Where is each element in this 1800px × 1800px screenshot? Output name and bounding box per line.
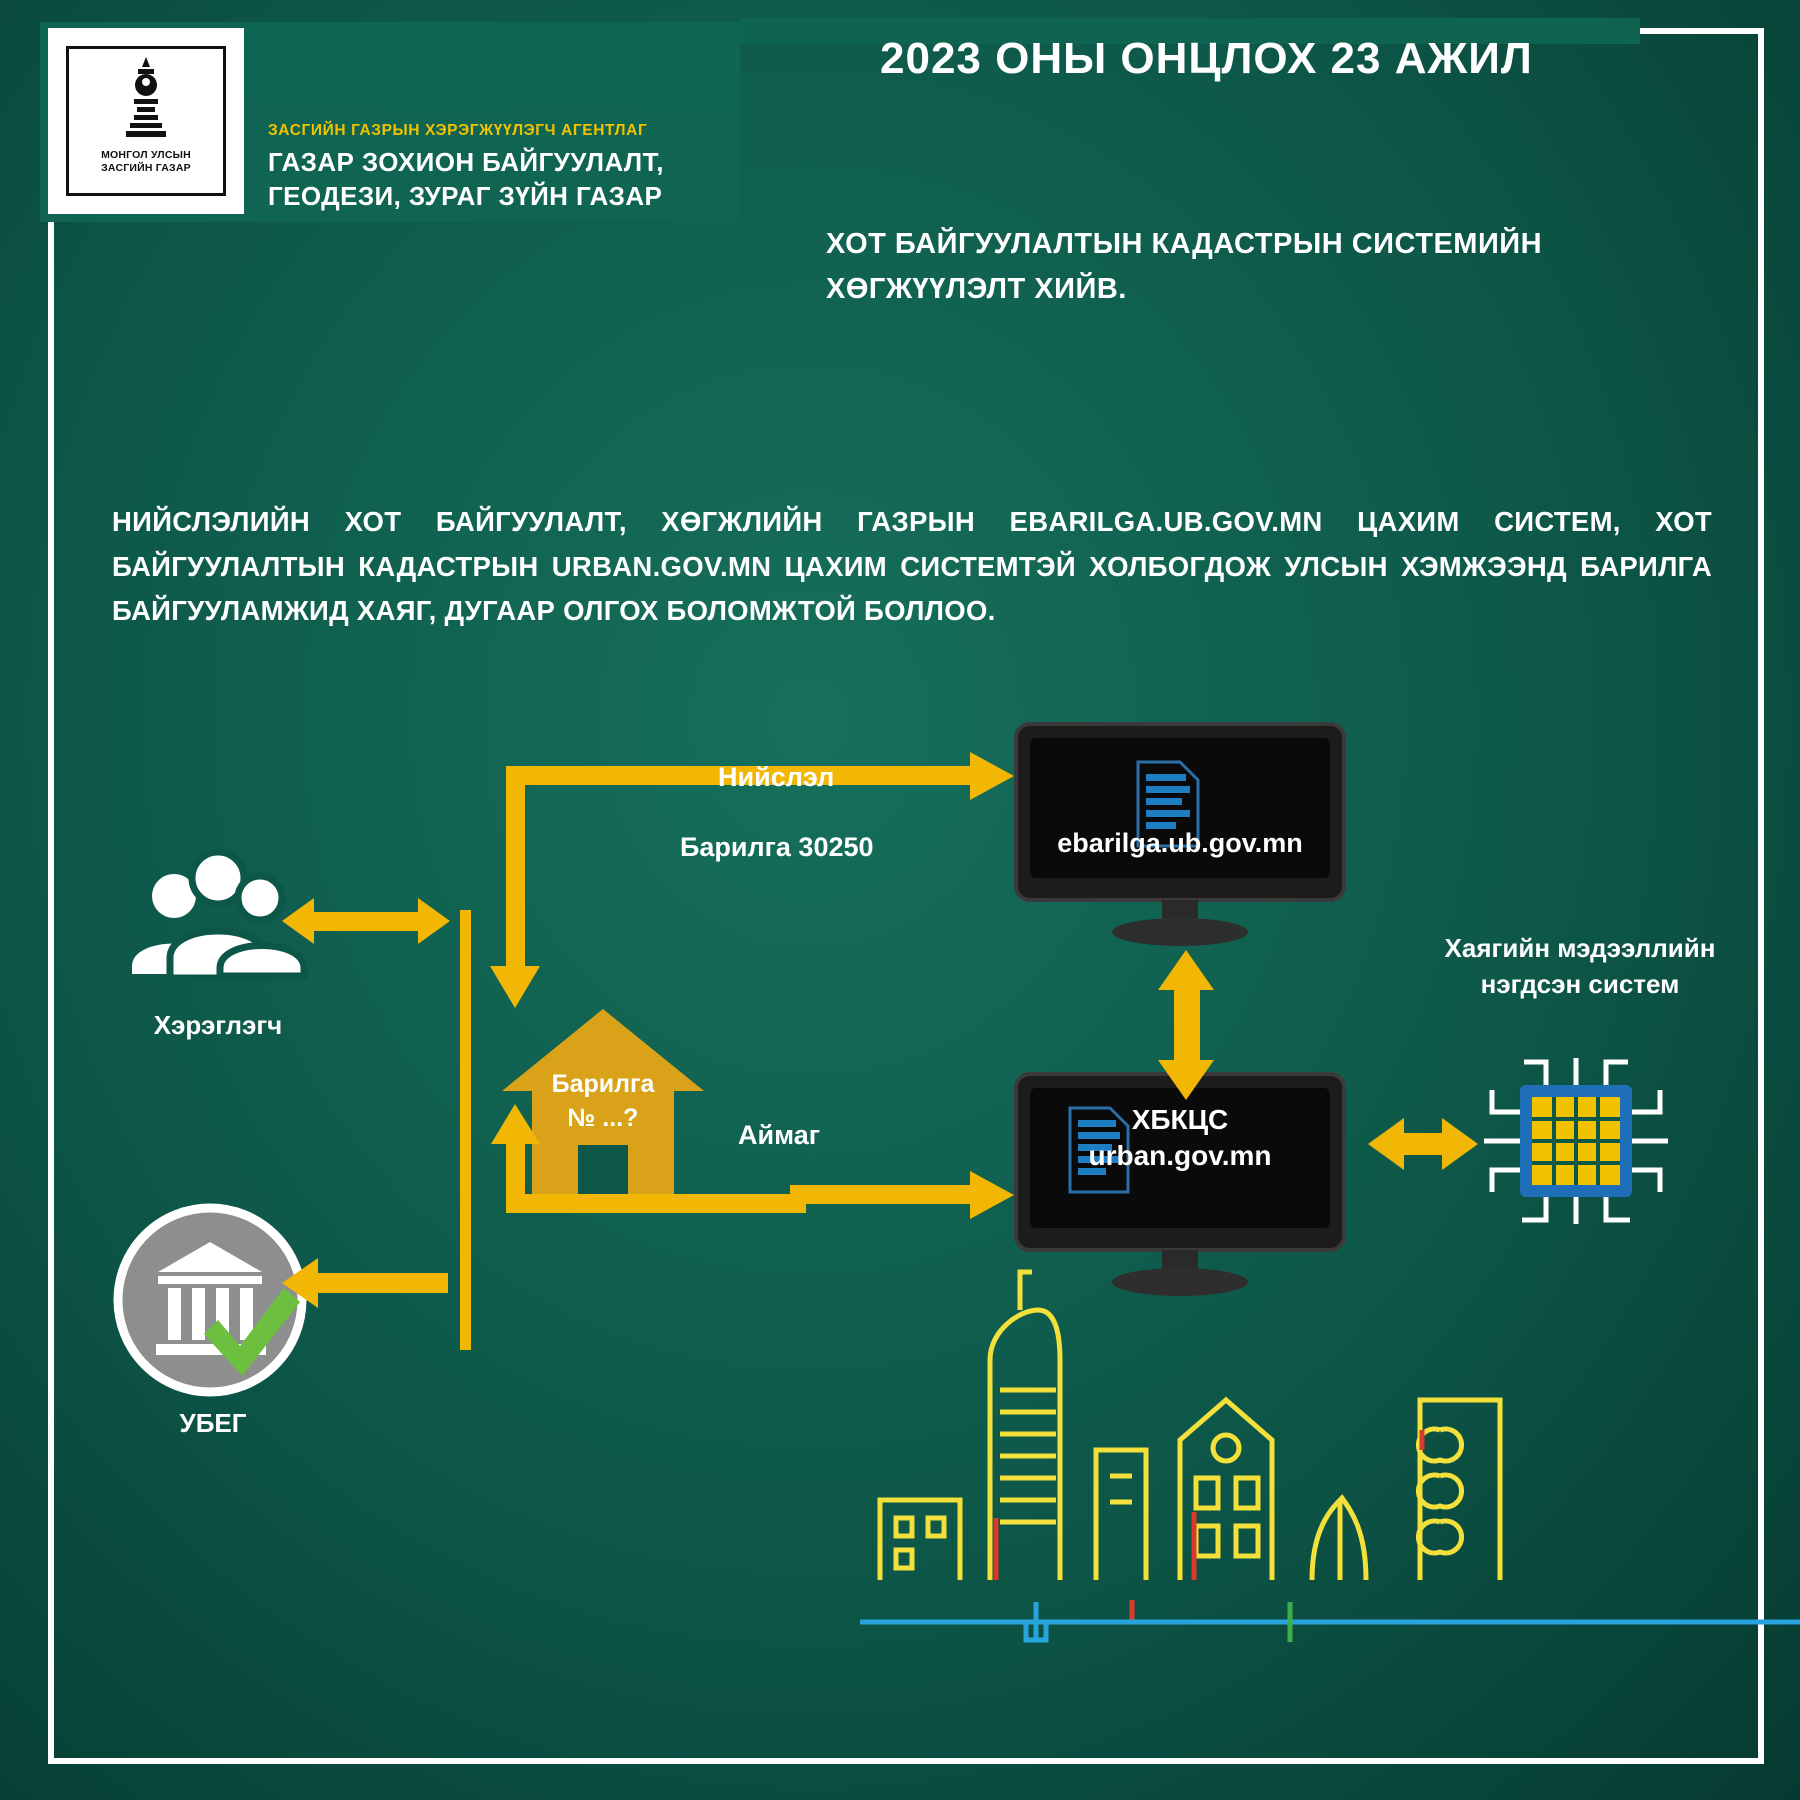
process-diagram [0, 762, 1800, 1780]
arrow-between-monitors [1148, 950, 1228, 1100]
logo-text-line1: МОНГОЛ УЛСЫН [101, 149, 191, 161]
urban-url-label [1000, 1102, 1360, 1175]
ubeg-label: УБЕГ [179, 1408, 247, 1438]
label-niislel: Нийслэл [718, 762, 835, 792]
logo-inner-frame [66, 46, 226, 196]
page-title: 2023 ОНЫ ОНЦЛОХ 23 АЖИЛ [880, 34, 1533, 83]
arrow-to-urban-monitor [790, 1170, 1020, 1230]
address-system-label-line1: Хаягийн мэдээллийн [1444, 933, 1716, 963]
arrow-to-ubeg [282, 1250, 452, 1320]
address-system-label-line2: нэгдсэн систем [1480, 969, 1680, 1000]
body-paragraph: НИЙСЛЭЛИЙН ХОТ БАЙГУУЛАЛТ, ХӨГЖЛИЙН ГАЗРЫН EBARILGA.UB.GOV.MN ЦАХИМ СИСТЕМ, ХОТ БАЙГУУЛАЛТЫН КАДАСТРЫН URBAN.GOV.MN ЦАХИМ СИСТЕМТЭЙ ХОЛБОГДОЖ УЛСЫН ХЭМЖЭЭНД БАРИЛГА БАЙГУУЛАМЖИД ХАЯГ, ДУГААР ОЛГОХ БОЛОМЖТОЙ БОЛЛОО. [112, 506, 1712, 627]
agency-name-line1: ГАЗАР ЗОХИОН БАЙГУУЛАЛТ, [268, 147, 664, 177]
ubeg-institution-icon [110, 1200, 310, 1400]
organization-block [268, 122, 788, 214]
soyombo-symbol-icon [123, 55, 169, 147]
agency-name [268, 146, 788, 214]
users-label: Хэрэглэгч [153, 1010, 283, 1040]
government-logo [48, 28, 244, 214]
address-database-chip-icon [1460, 1050, 1690, 1230]
label-building-count: Барилга 30250 [680, 832, 874, 862]
urban-system-name: ХБКЦС [1131, 1104, 1229, 1135]
label-aimag: Аймаг [738, 1120, 820, 1150]
ebarilga-url-label: ebarilga.ub.gov.mn [1057, 828, 1303, 858]
urban-url: urban.gov.mn [1088, 1140, 1272, 1172]
logo-text-line2: ЗАСГИЙН ГАЗАР [101, 162, 191, 175]
logo-text [101, 149, 191, 175]
address-system-label [1380, 930, 1780, 1003]
city-skyline-illustration [860, 1250, 1800, 1670]
house-label-line2: № ...? [567, 1103, 639, 1132]
arrow-users-bidirectional [282, 888, 452, 958]
agency-name-line2: ГЕОДЕЗИ, ЗУРАГ ЗҮЙН ГАЗАР [268, 180, 663, 211]
divider-bar [460, 910, 471, 1350]
page-subtitle: ХОТ БАЙГУУЛАЛТЫН КАДАСТРЫН СИСТЕМИЙН ХӨГЖҮҮЛЭЛТ ХИЙВ. [826, 228, 1543, 305]
arrow-niislel-to-house [488, 760, 838, 1010]
house-label-line1: Барилга [551, 1070, 655, 1098]
agency-subtitle: ЗАСГИЙН ГАЗРЫН ХЭРЭГЖҮҮЛЭГЧ АГЕНТЛАГ [268, 122, 648, 139]
